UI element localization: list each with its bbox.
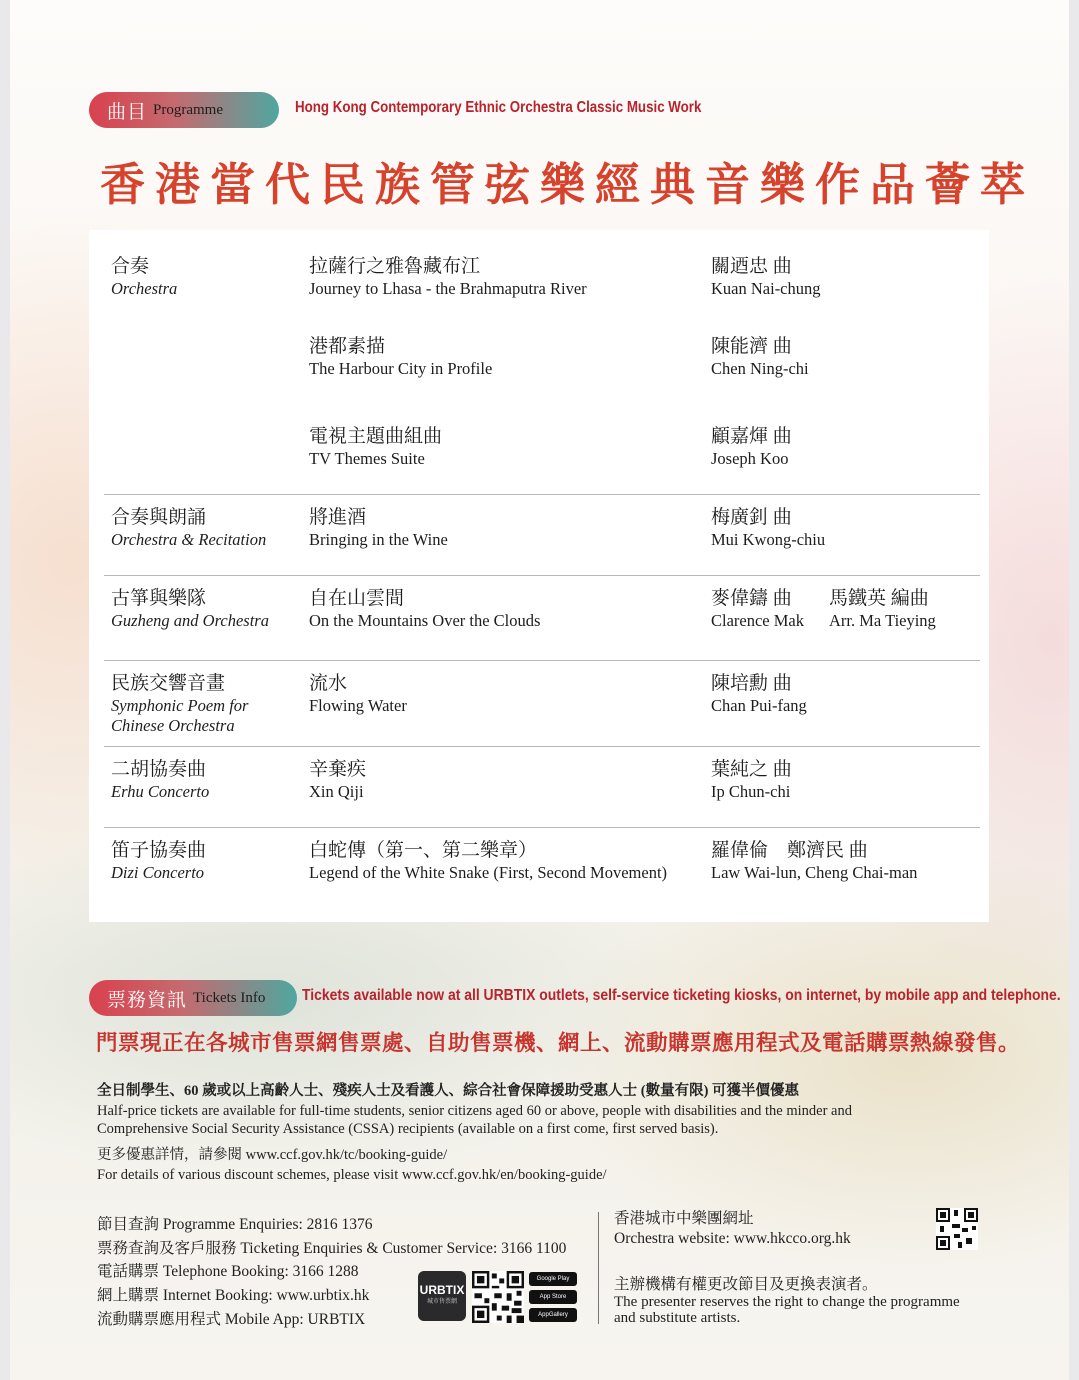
- work-title-en: Xin Qiji: [309, 782, 364, 801]
- tickets-availability-en: Tickets available now at all URBTIX outlets, self-service ticketing kiosks, on internet, by mobile app and telephone.: [302, 987, 1061, 1004]
- category-en: Dizi Concerto: [111, 863, 205, 882]
- composer-en: Chen Ning-chi: [711, 359, 809, 378]
- work-title-zh: 將進酒: [309, 507, 367, 528]
- app-qr-code-icon: [472, 1271, 524, 1323]
- row-divider: [104, 575, 980, 576]
- website-qr-code-icon: [936, 1208, 978, 1250]
- website-en: Orchestra website: www.hkcco.org.hk: [614, 1230, 851, 1247]
- composer-zh: 關迺忠 曲: [711, 256, 792, 277]
- tickets-availability-zh: 門票現正在各城市售票網售票處、自助售票機、網上、流動購票應用程式及電話購票熱線發售。: [96, 1031, 1021, 1055]
- category-en: Guzheng and Orchestra: [111, 611, 269, 630]
- work-title-zh: 流水: [309, 673, 348, 694]
- row-divider: [104, 494, 980, 495]
- half-price-zh: 全日制學生、60 歲或以上高齡人士、殘疾人士及看護人、綜合社會保障援助受惠人士 (數量有限) 可獲半價優惠: [97, 1083, 800, 1099]
- composer-zh: 梅廣釗 曲: [711, 507, 792, 528]
- composer-zh: 陳培勳 曲: [711, 673, 792, 694]
- category-zh: 古箏與樂隊: [111, 588, 207, 609]
- work-title-zh: 港都素描: [309, 336, 386, 357]
- app-store-badge[interactable]: App Store: [529, 1290, 577, 1304]
- composer-zh: 羅偉倫 鄭濟民 曲: [711, 840, 868, 861]
- tickets-pill-zh: 票務資訊: [107, 989, 188, 1011]
- urbtix-logo-text: URBTIX: [419, 1283, 465, 1297]
- work-title-en: Bringing in the Wine: [309, 530, 448, 549]
- tickets-pill: [89, 980, 297, 1016]
- category-en: Symphonic Poem for: [111, 696, 249, 715]
- work-title-zh: 自在山雲間: [309, 588, 405, 609]
- enquiry-mobile-app: 流動購票應用程式 Mobile App: URBTIX: [97, 1311, 366, 1328]
- category-zh: 笛子協奏曲: [111, 840, 207, 861]
- work-title-zh: 拉薩行之雅魯藏布江: [309, 256, 481, 277]
- programme-pill: [89, 92, 279, 128]
- footer-divider: [598, 1212, 599, 1324]
- notice-zh: 主辦機構有權更改節目及更換表演者。: [614, 1276, 878, 1293]
- work-title-zh: 白蛇傳（第一、第二樂章）: [309, 840, 538, 861]
- urbtix-logo: [418, 1271, 466, 1321]
- work-title-zh: 辛棄疾: [309, 759, 367, 780]
- half-price-en-line2: Comprehensive Social Security Assistance (CSSA) recipients (available on a first come, first served basis).: [97, 1121, 719, 1137]
- title-zh: 香港當代民族管弦樂經典音樂作品薈萃: [100, 160, 1036, 210]
- category-en: Orchestra: [111, 279, 178, 298]
- work-title-en: The Harbour City in Profile: [309, 359, 493, 378]
- enquiry-telephone: 電話購票 Telephone Booking: 3166 1288: [97, 1263, 359, 1280]
- composer-en: Law Wai-lun, Cheng Chai-man: [711, 863, 918, 882]
- composer-en: Chan Pui-fang: [711, 696, 807, 715]
- work-title-en: Legend of the White Snake (First, Second Movement): [309, 863, 668, 882]
- enquiry-internet: 網上購票 Internet Booking: www.urbtix.hk: [97, 1287, 370, 1304]
- arranger-en: Arr. Ma Tieying: [829, 611, 936, 630]
- enquiry-programme: 節目查詢 Programme Enquiries: 2816 1376: [97, 1216, 373, 1233]
- urbtix-logo-subtext: 城市售票網: [426, 1299, 457, 1305]
- programme-pill-zh: 曲目: [107, 101, 148, 123]
- composer-en: Clarence Mak: [711, 611, 804, 630]
- work-title-zh: 電視主題曲組曲: [309, 426, 443, 447]
- tickets-pill-en: Tickets Info: [193, 989, 266, 1006]
- poster-page: [10, 0, 1069, 1380]
- row-divider: [104, 660, 980, 661]
- work-title-en: TV Themes Suite: [309, 449, 425, 468]
- notice-en-line2: and substitute artists.: [614, 1310, 741, 1326]
- website-zh: 香港城市中樂團網址: [614, 1210, 754, 1227]
- title-en: Hong Kong Contemporary Ethnic Orchestra Classic Music Work: [295, 99, 702, 116]
- category-zh: 二胡協奏曲: [111, 759, 207, 780]
- row-divider: [104, 827, 980, 828]
- discount-details-zh: 更多優惠詳情，請參閱 www.ccf.gov.hk/tc/booking-guide/: [97, 1147, 448, 1163]
- category-zh: 合奏: [111, 256, 150, 277]
- discount-details-en: For details of various discount schemes, please visit www.ccf.gov.hk/en/booking-guide/: [97, 1167, 607, 1183]
- composer-en: Kuan Nai-chung: [711, 279, 821, 298]
- enquiry-ticketing: 票務查詢及客戶服務 Ticketing Enquiries & Customer Service: 3166 1100: [97, 1240, 567, 1257]
- work-title-en: Flowing Water: [309, 696, 407, 715]
- composer-zh: 顧嘉煇 曲: [711, 426, 792, 447]
- category-en-line2: Chinese Orchestra: [111, 716, 235, 735]
- category-zh: 民族交響音畫: [111, 673, 226, 694]
- notice-en: The presenter reserves the right to change the programme: [614, 1294, 960, 1310]
- google-play-badge[interactable]: Google Play: [529, 1272, 577, 1286]
- category-zh: 合奏與朗誦: [111, 507, 207, 528]
- programme-pill-en: Programme: [153, 101, 223, 118]
- composer-en: Joseph Koo: [711, 449, 789, 468]
- programme-table: [89, 230, 989, 922]
- composer-zh: 葉純之 曲: [711, 759, 792, 780]
- work-title-en: On the Mountains Over the Clouds: [309, 611, 541, 630]
- half-price-en: Half-price tickets are available for full-time students, senior citizens aged 60 or above, people with disabilities and the minder and: [97, 1103, 852, 1119]
- composer-zh: 陳能濟 曲: [711, 336, 792, 357]
- composer-zh: 麥偉鑄 曲: [711, 588, 792, 609]
- row-divider: [104, 746, 980, 747]
- app-gallery-badge[interactable]: AppGallery: [529, 1308, 577, 1322]
- composer-en: Mui Kwong-chiu: [711, 530, 826, 549]
- category-en: Erhu Concerto: [111, 782, 210, 801]
- arranger-zh: 馬鐵英 編曲: [829, 588, 929, 609]
- composer-en: Ip Chun-chi: [711, 782, 791, 801]
- category-en: Orchestra & Recitation: [111, 530, 267, 549]
- work-title-en: Journey to Lhasa - the Brahmaputra River: [309, 279, 587, 298]
